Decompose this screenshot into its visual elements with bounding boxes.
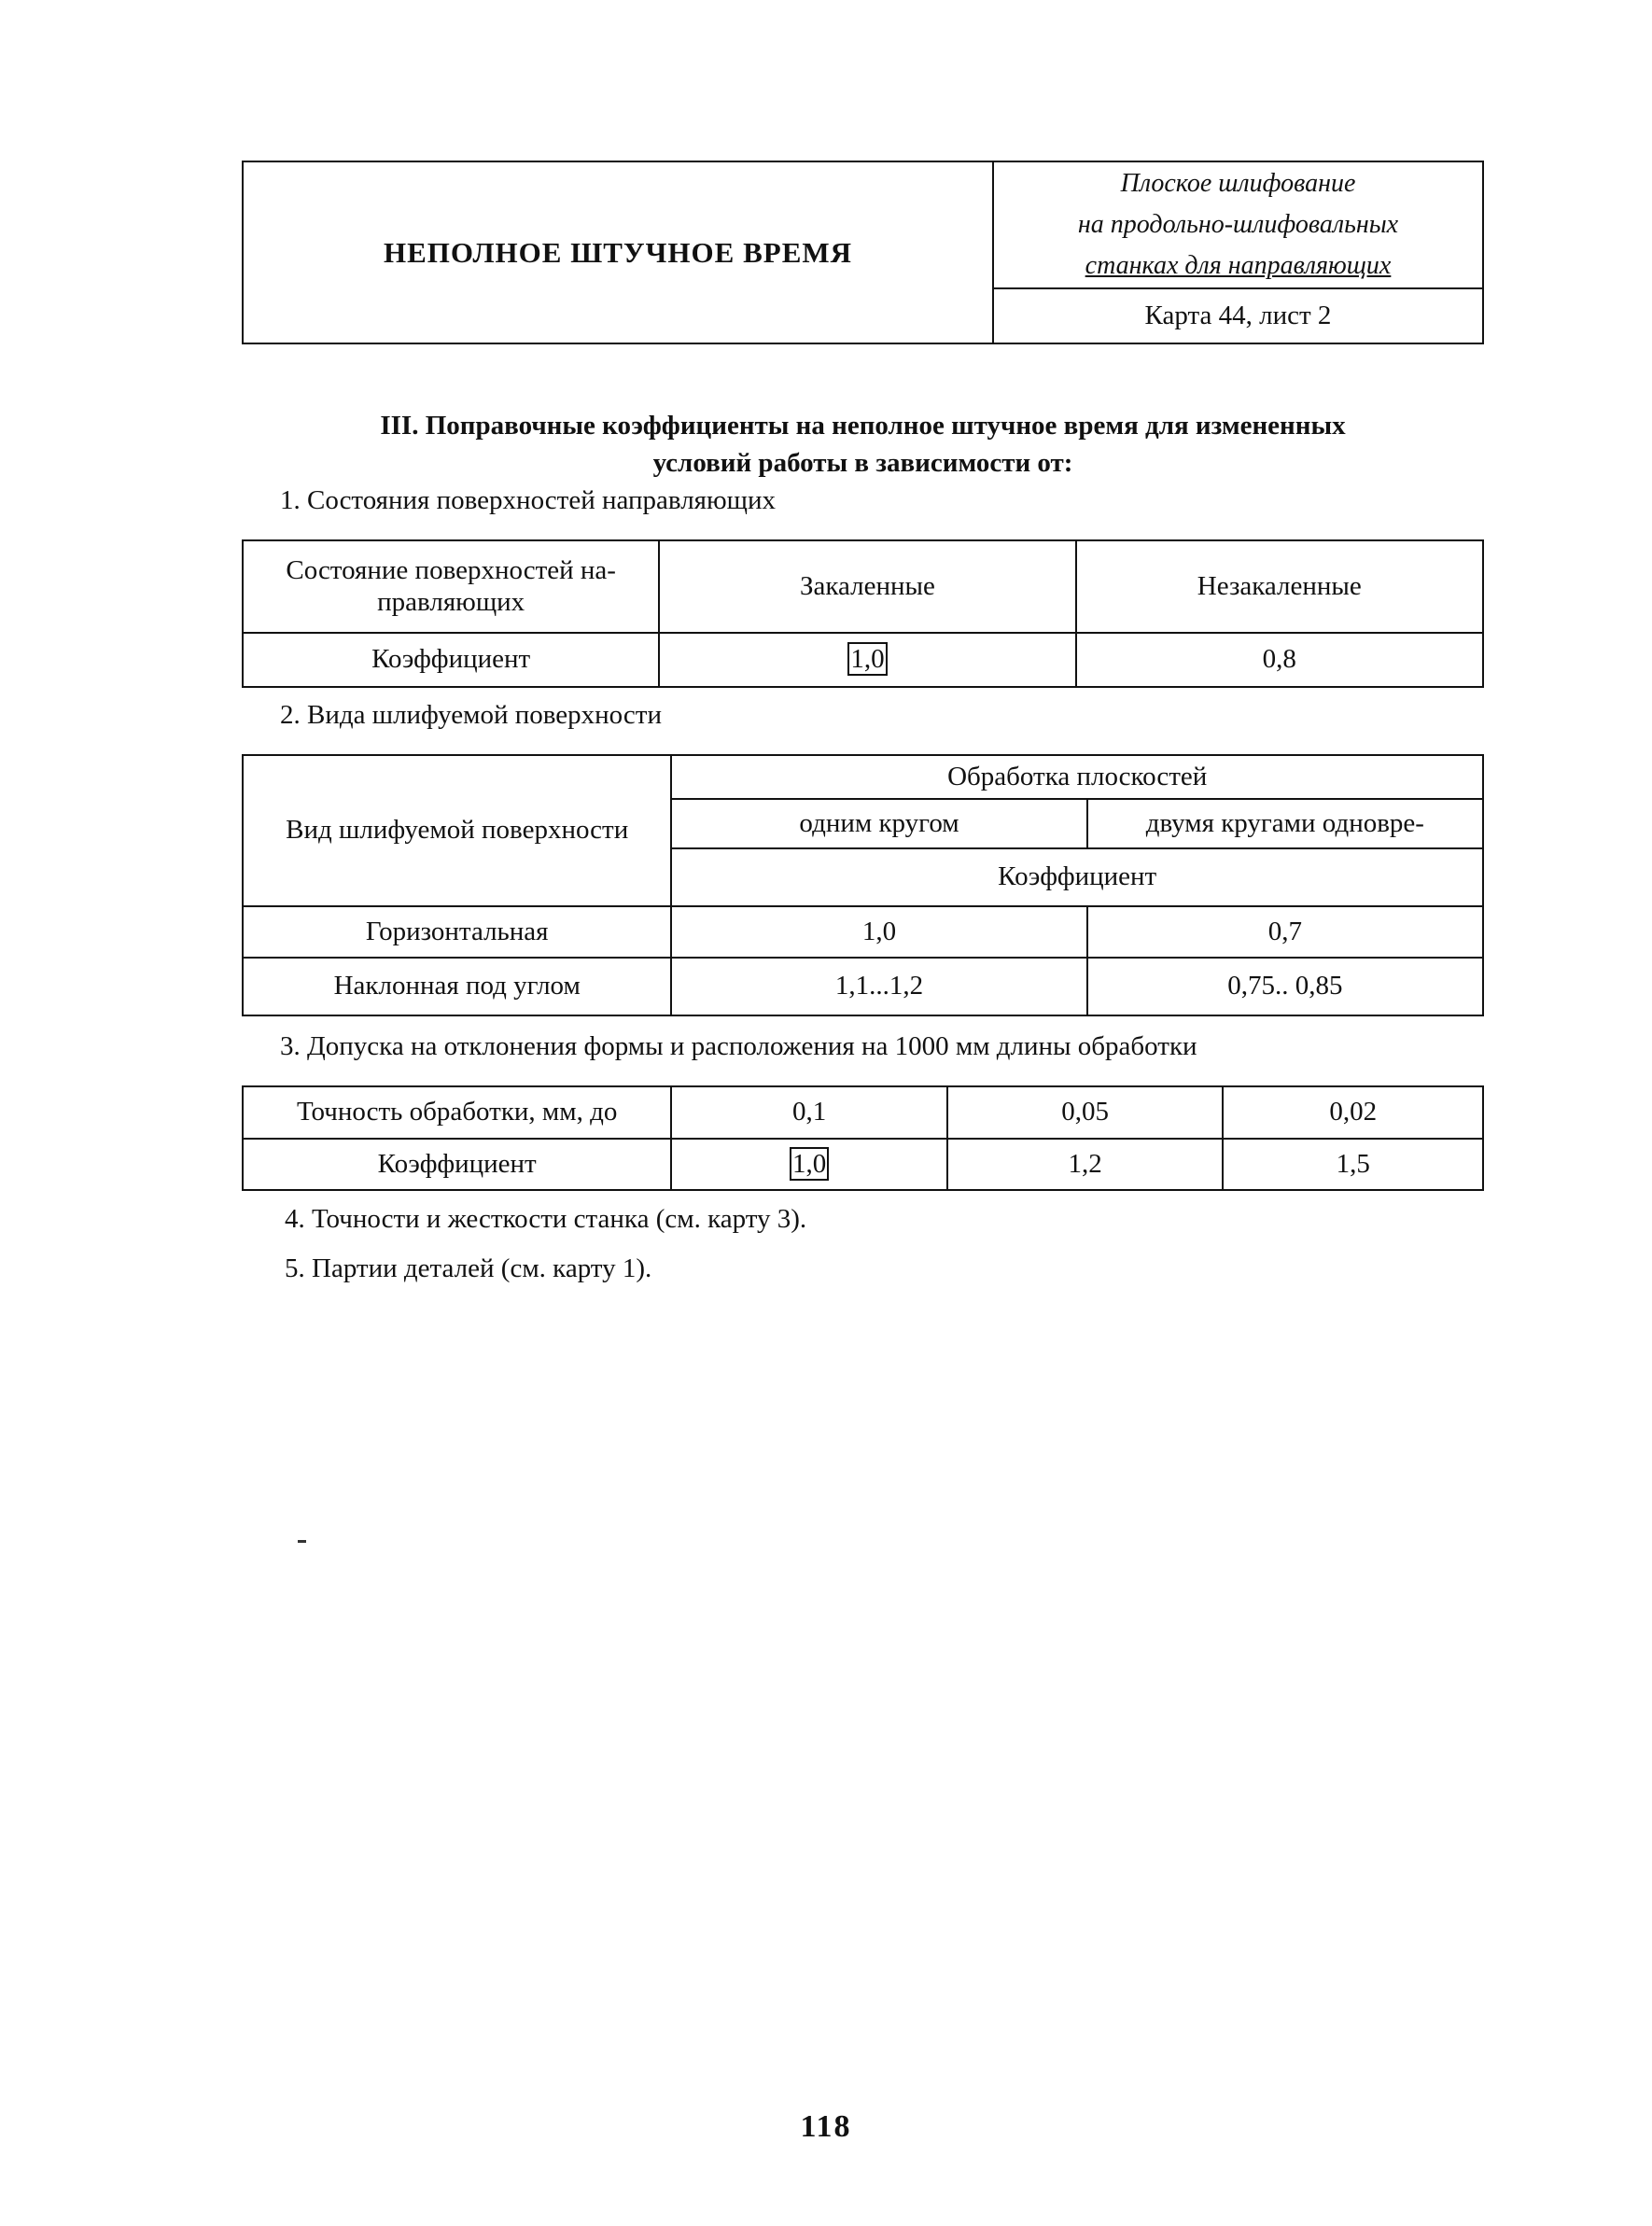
scan-speck	[298, 1540, 306, 1543]
column-header: Незакаленные	[1076, 540, 1483, 633]
table-cell: 1,2	[947, 1139, 1224, 1190]
group-header: Обработка плоскостей	[671, 755, 1483, 799]
row-header: Вид шлифуемой поверхности	[243, 755, 671, 906]
subtitle-line: станках для направляющих	[1085, 251, 1392, 281]
table-row	[243, 906, 1483, 958]
header-table	[242, 161, 1484, 344]
table-cell	[671, 1139, 947, 1190]
table-cell: 1,0	[671, 906, 1086, 958]
surface-state-table	[242, 539, 1484, 688]
coefficient-label: Коэффициент	[243, 1139, 671, 1190]
item1-label: 1. Состояния поверхностей направляющих	[280, 485, 777, 515]
row-header	[243, 540, 659, 633]
table-row	[243, 958, 1483, 1015]
subtitle-line: Плоское шлифование	[1120, 169, 1356, 199]
table-cell	[659, 633, 1075, 687]
boxed-value: 1,0	[847, 642, 887, 676]
item2-label: 2. Вида шлифуемой поверхности	[280, 700, 662, 730]
row-header-line: Состояние поверхностей на-	[286, 555, 616, 586]
table-cell: 0,1	[671, 1086, 947, 1139]
column-header: Закаленные	[659, 540, 1075, 633]
page-number: 118	[800, 2109, 852, 2144]
table-cell: 1,1...1,2	[671, 958, 1086, 1015]
boxed-value: 1,0	[790, 1147, 829, 1181]
section-heading-line1: III. Поправочные коэффициенты на неполное штучное время для измененных	[380, 411, 1346, 441]
header-subtitle	[993, 161, 1483, 288]
item5-label: 5. Партии деталей (см. карту 1).	[285, 1253, 652, 1283]
card-number: Карта 44, лист 2	[993, 288, 1483, 343]
surface-type-table	[242, 754, 1484, 1016]
section-heading-line2: условий работы в зависимости от:	[652, 448, 1073, 478]
coefficient-label: Коэффициент	[243, 633, 659, 687]
item4-label: 4. Точности и жесткости станка (см. карту 3).	[285, 1204, 807, 1234]
accuracy-label: Точность обработки, мм, до	[243, 1086, 671, 1139]
table-cell: 1,5	[1223, 1139, 1483, 1190]
coefficient-label: Коэффициент	[671, 848, 1483, 906]
table-cell: 0,8	[1076, 633, 1483, 687]
table-row	[243, 1139, 1483, 1190]
table-cell: 0,75.. 0,85	[1087, 958, 1483, 1015]
row-name: Горизонтальная	[243, 906, 671, 958]
table-cell: 0,05	[947, 1086, 1224, 1139]
column-header: одним кругом	[671, 799, 1086, 848]
item3-label: 3. Допуска на отклонения формы и расположения на 1000 мм длины обработки	[280, 1031, 1197, 1061]
row-header-line: правляющих	[377, 586, 525, 617]
row-name: Наклонная под углом	[243, 958, 671, 1015]
table-cell: 0,7	[1087, 906, 1483, 958]
subtitle-line: на продольно-шлифовальных	[1077, 210, 1399, 240]
page-title: НЕПОЛНОЕ ШТУЧНОЕ ВРЕМЯ	[243, 161, 993, 343]
table-cell: 0,02	[1223, 1086, 1483, 1139]
tolerance-table	[242, 1085, 1484, 1191]
table-row	[243, 1086, 1483, 1139]
column-header: двумя кругами одновре-	[1087, 799, 1483, 848]
